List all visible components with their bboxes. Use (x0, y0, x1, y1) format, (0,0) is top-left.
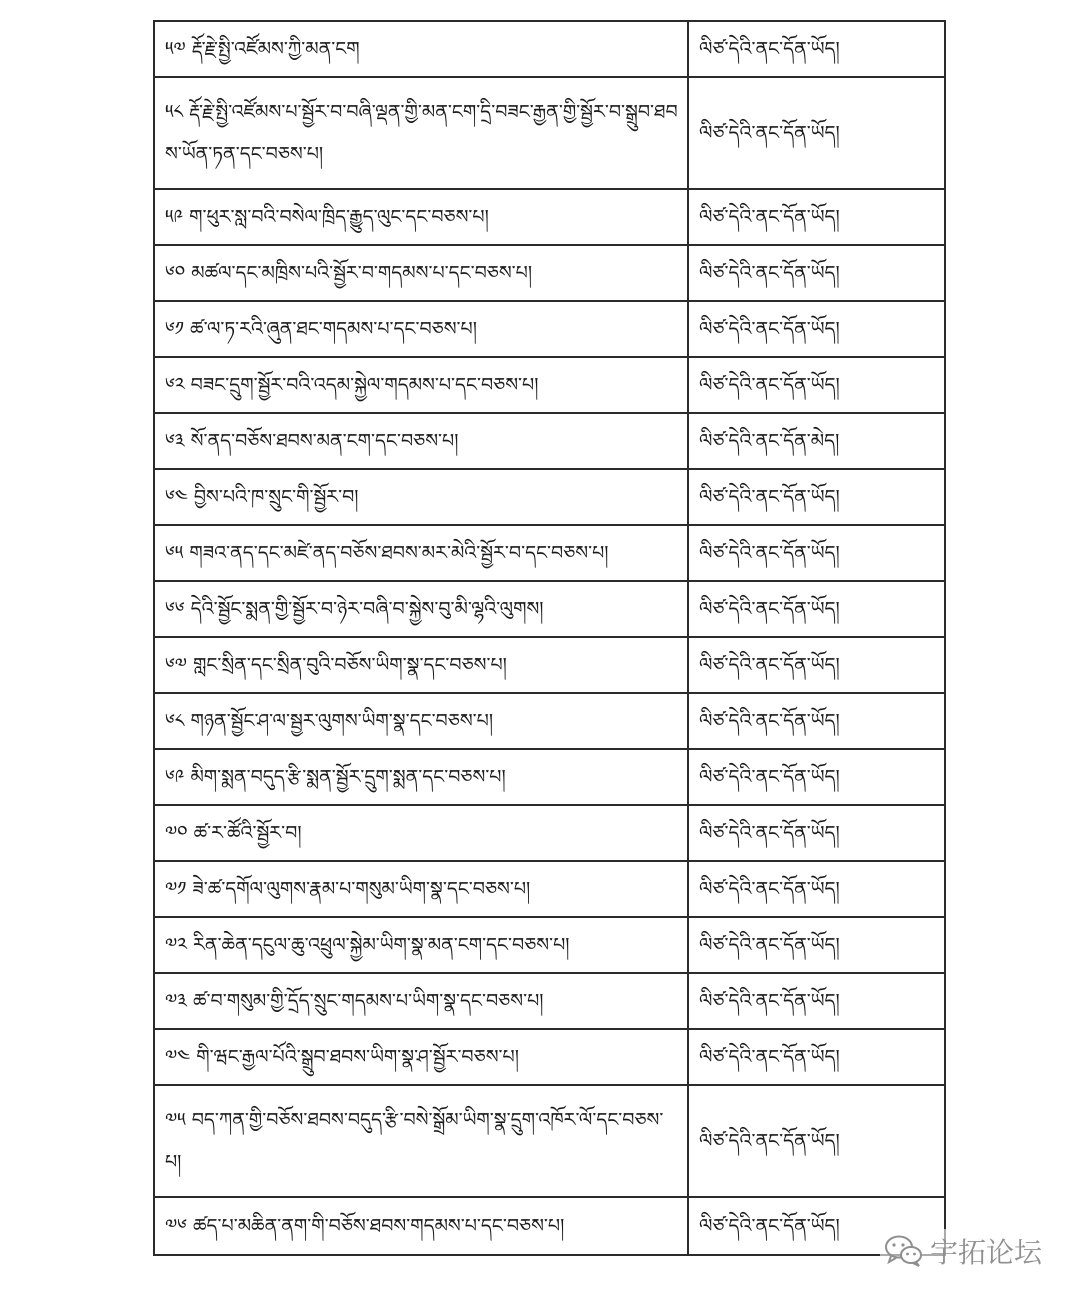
row-item-text: ༦༡ ཚ་ལ་ཏ་རའི་ཞུན་ཐང་གདམས་པ་དང་བཅས་པ། (154, 301, 688, 357)
row-status-text: ལིཙ་དེའི་ནང་དོན་ཡོད། (688, 693, 945, 749)
row-status-text: ལིཙ་དེའི་ནང་དོན་ཡོད། (688, 749, 945, 805)
row-item-text: ༦༤ བྱིས་པའི་ཁ་སྲུང་གི་སྦྱོར་བ། (154, 469, 688, 525)
row-item-text: ༦༨ གཉན་སྦྱོང་ཤ་ལ་སྦྱར་ལུགས་ཡིག་སྣ་དང་བཅས་པ། (154, 693, 688, 749)
table-row (154, 301, 945, 357)
watermark (880, 1229, 1046, 1273)
wechat-icon (884, 1234, 924, 1268)
table-row (154, 77, 945, 189)
row-item-text: ༥༩ ག་ཕུར་སླ་བའི་བསེལ་ཁྲིད་རྒྱུད་ལུང་དང་བཅས་པ། (154, 189, 688, 245)
table-row (154, 469, 945, 525)
table-row (154, 805, 945, 861)
row-item-text: ༧༤ གི་ཝང་རྒྱལ་པོའི་སྒྲུབ་ཐབས་ཡིག་སྣ་ཤ་སྦྱོར་བཅས་པ། (154, 1029, 688, 1085)
row-item-text: ༥༧ རྡོ་རྗེ་སྤྱི་འཛོམས་ཀྱི་མན་ངག (154, 21, 688, 77)
row-item-text: ༧༦ ཚད་པ་མཆིན་ནག་གི་བཅོས་ཐབས་གདམས་པ་དང་བཅས་པ། (154, 1197, 688, 1255)
row-item-text: ༧༢ རིན་ཆེན་དངུལ་ཆུ་འཕྲུལ་སྐྱེམ་ཡིག་སྣ་མན་ངག་དང་བཅས་པ། (154, 917, 688, 973)
row-status-text: ལིཙ་དེའི་ནང་དོན་ཡོད། (688, 357, 945, 413)
row-status-text: ལིཙ་དེའི་ནང་དོན་ཡོད། (688, 581, 945, 637)
row-item-text: ༧༠ ཚ་ར་ཚོའི་སྦྱོར་བ། (154, 805, 688, 861)
table-body (154, 21, 945, 1255)
row-status-text: ལིཙ་དེའི་ནང་དོན་ཡོད། (688, 637, 945, 693)
watermark-text: 宇拓论坛 (929, 1236, 1042, 1269)
row-status-text: ལིཙ་དེའི་ནང་དོན་ཡོད། (688, 21, 945, 77)
table-row (154, 1197, 945, 1255)
table-row (154, 861, 945, 917)
row-status-text: ལིཙ་དེའི་ནང་དོན་ཡོད། (688, 805, 945, 861)
row-item-text: ༦༦ དེའི་སྦྱོང་སྨན་གྱི་སྦྱོར་བ་ཉེར་བཞི་བ་སྐྱེས་བུ་མི་ལྷའི་ལུགས། (154, 581, 688, 637)
table-row (154, 749, 945, 805)
row-status-text: ལིཙ་དེའི་ནང་དོན་ཡོད། (688, 973, 945, 1029)
table-row (154, 1085, 945, 1197)
row-item-text: ༦༩ མིག་སྨན་བདུད་རྩི་སྨན་སྦྱོར་དྲུག་སྨན་དང་བཅས་པ། (154, 749, 688, 805)
row-item-text: ༦༠ མཚལ་དང་མཁྲིས་པའི་སྦྱོར་བ་གདམས་པ་དང་བཅས་པ། (154, 245, 688, 301)
row-status-text: ལིཙ་དེའི་ནང་དོན་ཡོད། (688, 1029, 945, 1085)
row-status-text: ལིཙ་དེའི་ནང་དོན་མེད། (688, 413, 945, 469)
row-item-text: ༦༢ བཟང་དྲུག་སྦྱོར་བའི་འདམ་སྐྱེལ་གདམས་པ་དང་བཅས་པ། (154, 357, 688, 413)
row-status-text: ལིཙ་དེའི་ནང་དོན་ཡོད། (688, 189, 945, 245)
row-status-text: ལིཙ་དེའི་ནང་དོན་ཡོད། (688, 301, 945, 357)
row-item-text: ༦༧ གླང་སྲིན་དང་སྲིན་བུའི་བཅོས་ཡིག་སྣ་དང་བཅས་པ། (154, 637, 688, 693)
row-item-text: ༧༡ ཟེ་ཚ་དགོལ་ལུགས་རྣམ་པ་གསུམ་ཡིག་སྣ་དང་བཅས་པ། (154, 861, 688, 917)
row-status-text: ལིཙ་དེའི་ནང་དོན་ཡོད། (688, 917, 945, 973)
table-row (154, 637, 945, 693)
row-status-text: ལིཙ་དེའི་ནང་དོན་ཡོད། (688, 1085, 945, 1197)
row-item-text: ༦༣ སོ་ནད་བཅོས་ཐབས་མན་ངག་དང་བཅས་པ། (154, 413, 688, 469)
document-table (153, 20, 946, 1256)
table-row (154, 245, 945, 301)
row-item-text: ༧༥ བད་ཀན་གྱི་བཅོས་ཐབས་བདུད་རྩི་བསེ་སྒྲོམ་ཡིག་སྣ་དྲུག་འཁོར་ལོ་དང་བཅས་པ། (154, 1085, 688, 1197)
row-item-text: ༦༥ གཟའ་ནད་དང་མཛེ་ནད་བཅོས་ཐབས་མར་མེའི་སྦྱོར་བ་དང་བཅས་པ། (154, 525, 688, 581)
table-row (154, 693, 945, 749)
row-status-text: ལིཙ་དེའི་ནང་དོན་ཡོད། (688, 1197, 945, 1255)
row-status-text: ལིཙ་དེའི་ནང་དོན་ཡོད། (688, 469, 945, 525)
row-item-text: ༥༨ རྡོ་རྗེ་སྤྱི་འཛོམས་པ་སྦྱོར་བ་བཞི་ལྡན་གྱི་མན་ངག་དྲི་བཟང་རྒྱན་གྱི་སྦྱོར་བ་སྒྲུབ་ཐབས་ཡོན་ཏན་དང་བཅས་པ། (154, 77, 688, 189)
row-status-text: ལིཙ་དེའི་ནང་དོན་ཡོད། (688, 245, 945, 301)
table-row (154, 581, 945, 637)
row-status-text: ལིཙ་དེའི་ནང་དོན་ཡོད། (688, 77, 945, 189)
row-status-text: ལིཙ་དེའི་ནང་དོན་ཡོད། (688, 861, 945, 917)
table-row (154, 21, 945, 77)
row-item-text: ༧༣ ཚ་བ་གསུམ་གྱི་དྲོད་སྲུང་གདམས་པ་ཡིག་སྣ་དང་བཅས་པ། (154, 973, 688, 1029)
table-row (154, 1029, 945, 1085)
table-row (154, 413, 945, 469)
row-status-text: ལིཙ་དེའི་ནང་དོན་ཡོད། (688, 525, 945, 581)
table-row (154, 357, 945, 413)
table-row (154, 973, 945, 1029)
table-row (154, 917, 945, 973)
table-row (154, 189, 945, 245)
table-row (154, 525, 945, 581)
